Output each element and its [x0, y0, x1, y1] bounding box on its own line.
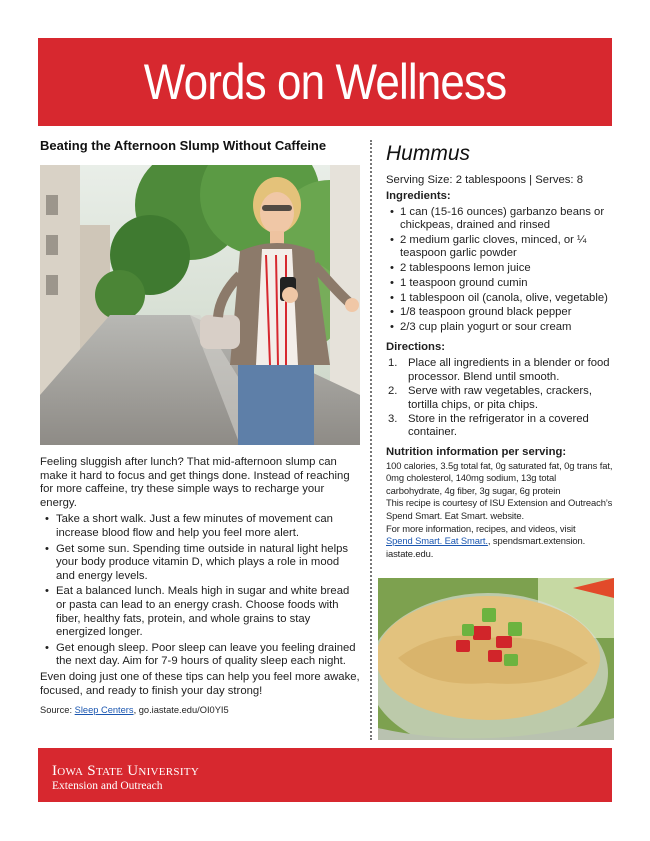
woman-walking-photo — [40, 165, 360, 445]
sleep-centers-link[interactable]: Sleep Centers — [74, 705, 134, 716]
source-label: Source: — [40, 705, 73, 716]
hummus-photo — [378, 578, 614, 740]
list-item: 3. Store in the refrigerator in a covered container. — [388, 413, 589, 439]
article-outro: Even doing just one of these tips can help you feel more awake, focused, and ready to finish your day strong! — [40, 670, 360, 697]
directions-heading: Directions: — [386, 341, 446, 354]
list-item: • 1/8 teaspoon ground black pepper — [386, 306, 614, 319]
recipe-courtesy: This recipe is courtesy of ISU Extension and Outreach’s Spend Smart. Eat Smart. website. — [386, 497, 613, 521]
recipe-title: Hummus — [386, 142, 471, 165]
article-title: Beating the Afternoon Slump Without Caffeine — [40, 138, 327, 153]
nutrition-heading: Nutrition information per serving: — [386, 445, 567, 458]
list-item: • Get some sun. Spending time outside in natural light helps your body produce vitamin D, which plays a role in mood and energy levels. — [40, 543, 360, 584]
page-title: Words on Wellness — [143, 54, 507, 110]
list-item: • Take a short walk. Just a few minutes of movement can increase blood flow and help you feel more alert. — [40, 513, 360, 540]
source-url: , go.iastate.edu/OI0YI5 — [133, 705, 229, 716]
list-item: 2. Serve with raw vegetables, crackers, tortilla chips, or pita chips. — [388, 385, 592, 411]
nutrition-info — [386, 460, 614, 561]
directions-list — [386, 357, 614, 439]
list-item: • Eat a balanced lunch. Meals high in sugar and white bread or pasta can lead to an energy crash. Choose foods with fiber, healthy fats, protein, and whole grains to stay energized longer. — [40, 585, 360, 639]
list-item: • 2 medium garlic cloves, minced, or ¼ teaspoon garlic powder — [386, 234, 614, 260]
column-divider — [370, 140, 372, 740]
list-item: • 2 tablespoons lemon juice — [386, 262, 614, 275]
article-intro: Feeling sluggish after lunch? That mid-afternoon slump can make it hard to focus and get things done. Instead of reaching for more caffeine, try these simple ways to recharge your energy. — [40, 456, 350, 509]
ingredients-heading: Ingredients: — [386, 190, 451, 202]
footer-banner — [38, 748, 612, 802]
woman-walking-with-phone-icon — [40, 165, 360, 445]
spend-smart-link[interactable]: Spend Smart. Eat Smart. — [386, 535, 488, 547]
ingredients-list — [386, 206, 614, 334]
more-info: For more information, recipes, and videos, visit Spend Smart. Eat Smart., spendsmart.extension. iastate.edu. — [386, 522, 586, 559]
list-item: 1. Place all ingredients in a blender or food processor. Blend until smooth. — [388, 357, 610, 383]
header-banner — [38, 38, 612, 126]
list-item: • 2/3 cup plain yogurt or sour cream — [386, 321, 614, 334]
list-item: • Get enough sleep. Poor sleep can leave you feeling drained the next day. Aim for 7-9 hours of quality sleep each night. — [40, 642, 360, 669]
tips-list — [40, 513, 360, 669]
university-logo-subtitle: Extension and Outreach — [52, 780, 163, 792]
list-item: • 1 can (15-16 ounces) garbanzo beans or chickpeas, drained and rinsed — [386, 206, 614, 232]
nutrition-facts: 100 calories, 3.5g total fat, 0g saturated fat, 0g trans fat, 0mg cholesterol, 140mg sodium, 13g total carbohydrate, 4g fiber, 3g sugar, 6g protein — [386, 459, 613, 496]
hummus-bowl-icon — [378, 578, 614, 740]
university-logo-name: Iowa State University — [52, 763, 200, 779]
recipe-column — [386, 142, 614, 560]
source-line — [40, 705, 360, 715]
serving-info: Serving Size: 2 tablespoons | Serves: 8 — [386, 174, 583, 186]
list-item: • 1 teaspoon ground cumin — [386, 277, 614, 290]
list-item: • 1 tablespoon oil (canola, olive, vegetable) — [386, 292, 614, 305]
article-column — [40, 138, 360, 715]
